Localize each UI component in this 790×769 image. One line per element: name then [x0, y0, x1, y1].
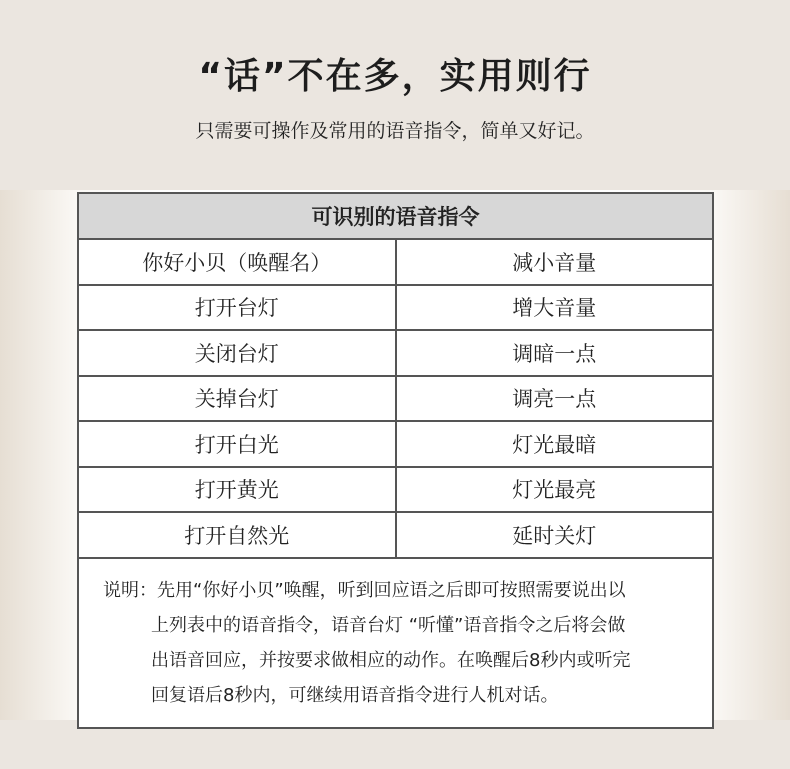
table-title: 可识别的语音指令 [79, 194, 712, 240]
command-cell: 打开台灯 [79, 286, 397, 330]
command-cell: 增大音量 [512, 296, 597, 321]
table-row [79, 422, 712, 468]
table-row [79, 377, 712, 423]
page-headline: “话”不在多，实用则行 [198, 56, 592, 97]
page-subheadline: 只需要可操作及常用的语音指令，简单又好记。 [195, 120, 595, 142]
table-row [79, 286, 712, 332]
table-row [79, 240, 712, 286]
command-cell: 灯光最亮 [512, 478, 597, 503]
table-row [79, 513, 712, 559]
table-row [79, 331, 712, 377]
note-line: 上列表中的语音指令，语音台灯 “听懂”语音指令之后将会做 [151, 614, 626, 636]
command-cell: 调暗一点 [512, 341, 597, 366]
command-cell: 你好小贝（唤醒名） [79, 240, 397, 284]
command-cell: 延时关灯 [512, 523, 597, 548]
table-row [79, 468, 712, 514]
command-cell: 打开黄光 [79, 468, 397, 512]
note-line: 回复语后8秒内，可继续用语音指令进行人机对话。 [151, 684, 559, 706]
note-line: 出语音回应，并按要求做相应的动作。在唤醒后8秒内或听完 [151, 649, 631, 671]
command-cell: 打开白光 [79, 422, 397, 466]
usage-note [79, 559, 712, 727]
command-cell: 关闭台灯 [79, 331, 397, 375]
command-cell: 调亮一点 [512, 387, 597, 412]
command-cell: 关掉台灯 [79, 377, 397, 421]
voice-command-table [77, 192, 714, 729]
command-cell: 灯光最暗 [512, 432, 597, 457]
command-cell: 打开自然光 [79, 513, 397, 557]
note-line: 说明：先用“你好小贝”唤醒，听到回应语之后即可按照需要说出以 [103, 579, 626, 601]
command-cell: 减小音量 [512, 250, 597, 275]
